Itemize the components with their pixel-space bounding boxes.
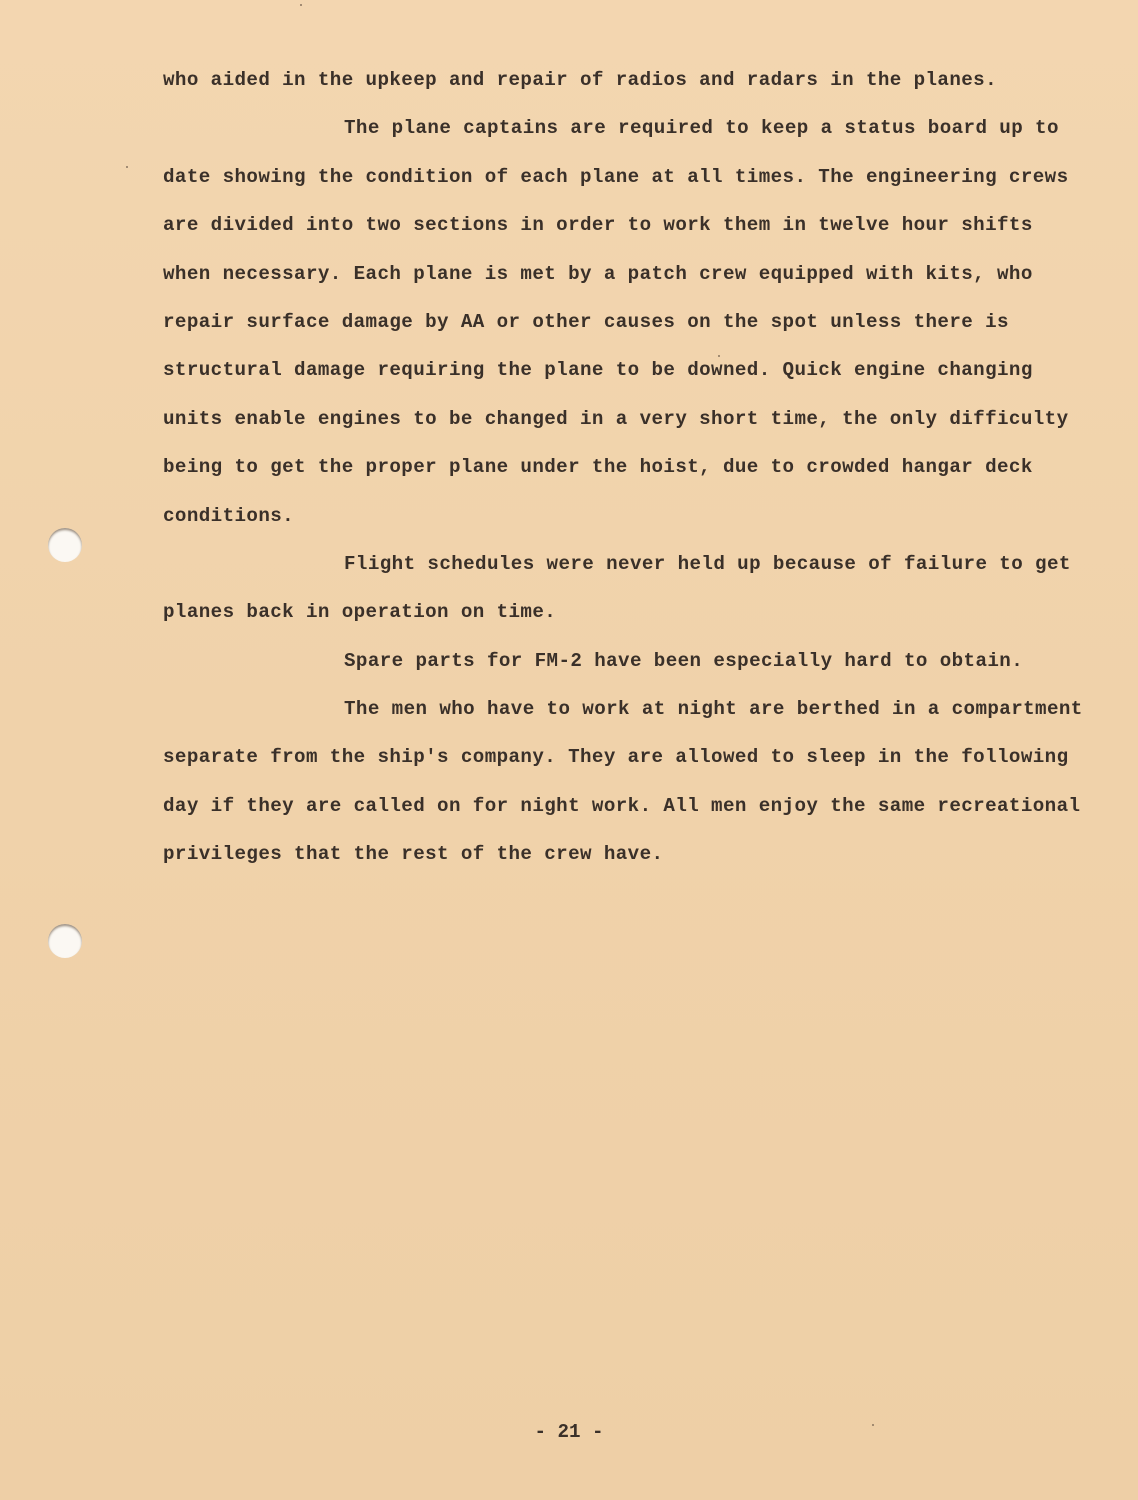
text-line: units enable engines to be changed in a very short time, the only difficulty (163, 407, 1069, 430)
punch-hole-lower (48, 924, 82, 958)
text-line: day if they are called on for night work. All men enjoy the same recreational (163, 794, 1081, 817)
text-line: The plane captains are required to keep a status board up to (344, 117, 1059, 140)
punch-hole-upper (48, 528, 82, 562)
text-line: are divided into two sections in order to work them in twelve hour shifts (163, 214, 1033, 237)
text-line: Spare parts for FM-2 have been especially hard to obtain. (344, 649, 1024, 672)
text-line: The men who have to work at night are berthed in a compartment (344, 698, 1083, 721)
text-line: who aided in the upkeep and repair of radios and radars in the planes. (163, 69, 998, 91)
text-line: conditions. (163, 504, 295, 527)
text-line: date showing the condition of each plane at all times. The engineering crews (163, 165, 1069, 188)
text-line: when necessary. Each plane is met by a patch crew equipped with kits, who (163, 262, 1033, 285)
text-line: being to get the proper plane under the hoist, due to crowded hangar deck (163, 456, 1033, 479)
page-number: - 21 - (534, 1421, 604, 1443)
text-line: privileges that the rest of the crew have. (163, 843, 664, 866)
paper-speck (126, 166, 128, 168)
text-line: Flight schedules were never held up because of failure to get (344, 552, 1071, 575)
text-line: repair surface damage by AA or other causes on the spot unless there is (163, 310, 1009, 333)
text-line: planes back in operation on time. (163, 601, 557, 624)
text-line: separate from the ship's company. They are allowed to sleep in the following (163, 746, 1069, 769)
body-text (163, 62, 1108, 885)
paper-speck (300, 4, 302, 6)
text-line: structural damage requiring the plane to be downed. Quick engine changing (163, 359, 1033, 382)
